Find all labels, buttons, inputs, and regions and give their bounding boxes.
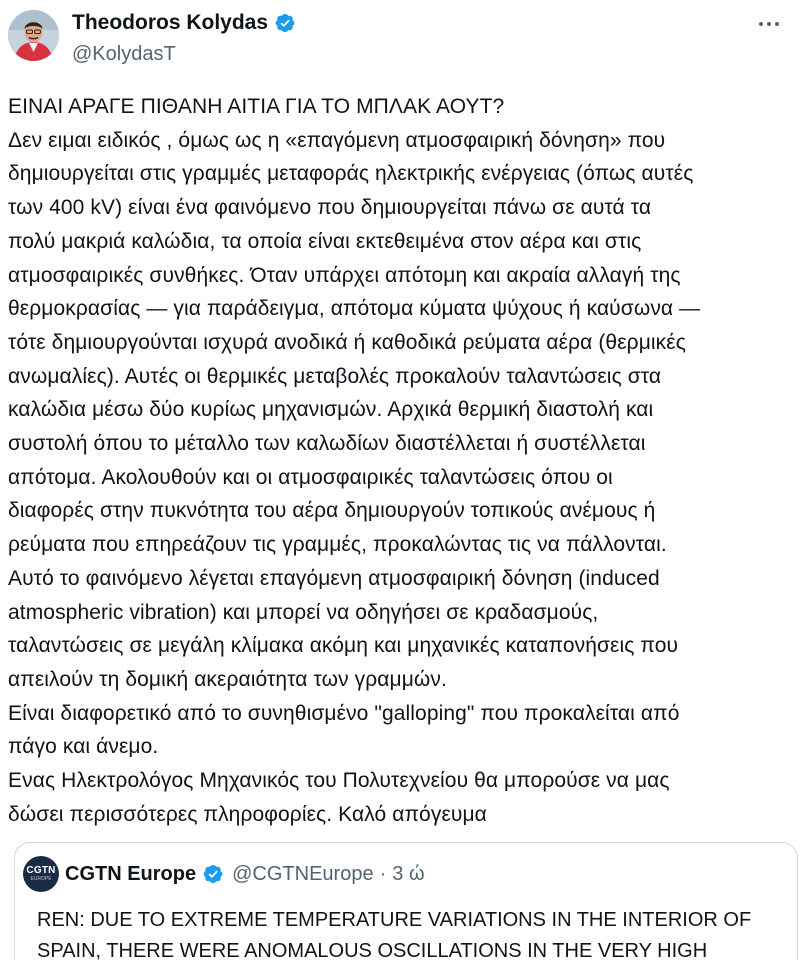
quote-timestamp[interactable]: 3 ώ xyxy=(392,863,425,885)
more-dot-icon xyxy=(759,22,763,26)
quote-author-name[interactable]: CGTN Europe xyxy=(65,863,197,885)
verified-badge-icon xyxy=(202,863,224,885)
tweet-line: ανωμαλίες). Αυτές οι θερμικές μεταβολές προκαλούν ταλαντώσεις στα xyxy=(8,364,662,388)
quote-line: REN: DUE TO EXTREME TEMPERATURE VARIATIONS IN THE INTERIOR OF xyxy=(37,909,752,931)
quoted-tweet-card[interactable] xyxy=(14,842,798,960)
more-dot-icon xyxy=(775,22,779,26)
quote-avatar-logo-sub: EUROPE xyxy=(30,876,52,882)
quote-author-handle[interactable]: @CGTNEurope xyxy=(232,863,374,885)
quote-text xyxy=(37,905,787,960)
author-avatar[interactable] xyxy=(8,10,59,61)
tweet-line: συστολή όπου το μέταλλο των καλωδίων διαστέλλεται ή συστέλλεται xyxy=(8,432,646,456)
tweet-line: Αυτό το φαινόμενο λέγεται επαγόμενη ατμοσφαιρική δόνηση (induced xyxy=(8,566,660,590)
author-name-row[interactable] xyxy=(72,10,296,36)
tweet-line: πολύ μακριά καλώδια, τα οποία είναι εκτεθειμένα στον αέρα και στις xyxy=(8,229,642,253)
tweet-line: δημιουργείται στις γραμμές μεταφοράς ηλεκτρικής ενέργειας (όπως αυτές xyxy=(8,162,694,186)
tweet-line: ΕΙΝΑΙ ΑΡΑΓΕ ΠΙΘΑΝΗ ΑΙΤΙΑ ΓΙΑ ΤΟ ΜΠΛΑΚ ΑΟΥΤ? xyxy=(8,95,505,118)
more-options-button[interactable] xyxy=(756,14,782,34)
tweet-line: θερμοκρασίας — για παράδειγμα, απότομα κύματα ψύχους ή καύσωνα — xyxy=(8,297,701,321)
tweet-line: ταλαντώσεις σε μεγάλη κλίμακα ακόμη και μηχανικές καταπονήσεις που xyxy=(8,634,679,658)
verified-badge-icon xyxy=(274,12,296,34)
author-name[interactable]: Theodoros Kolydas xyxy=(72,11,269,34)
tweet-line: απειλούν τη δομική ακεραιότητα των γραμμών. xyxy=(8,667,447,691)
tweet-line: απότομα. Ακολουθούν και οι ατμοσφαιρικές ταλαντώσεις όπου οι xyxy=(8,465,613,489)
quote-header xyxy=(65,862,425,886)
tweet-line: Δεν ειμαι ειδικός , όμως ως η «επαγόμενη ατμοσφαιρική δόνηση» που xyxy=(8,128,666,152)
tweet-line: διαφορές στην πυκνότητα του αέρα δημιουργούν τοπικούς ανέμους ή xyxy=(8,499,656,523)
tweet-line: atmospheric vibration) και μπορεί να οδηγήσει σε κραδασμούς, xyxy=(8,600,599,624)
author-handle[interactable]: @KolydasT xyxy=(72,43,176,65)
quote-avatar[interactable] xyxy=(23,856,59,892)
tweet-line: Ενας Ηλεκτρολόγος Μηχανικός του Πολυτεχνείου θα μπορούσε να μας xyxy=(8,769,670,793)
quote-avatar-logo: CGTN xyxy=(26,865,56,876)
quote-separator: · xyxy=(379,863,387,885)
quote-line: SPAIN, THERE WERE ANOMALOUS OSCILLATIONS IN THE VERY HIGH xyxy=(37,940,708,960)
tweet-line: δώσει περισσότερες πληροφορίες. Καλό απόγευμα xyxy=(8,802,487,826)
tweet-line: των 400 kV) είναι ένα φαινόμενο που δημιουργείται πάνω σε αυτά τα xyxy=(8,196,652,220)
tweet-text xyxy=(8,90,794,831)
tweet-line: τότε δημιουργούνται ισχυρά ανοδικά ή καθοδικά ρεύματα αέρα (θερμικές xyxy=(8,330,686,354)
tweet-line: ρεύματα που επηρεάζουν τις γραμμές, προκαλώντας τις να πάλλονται. xyxy=(8,533,667,557)
tweet-line: πάγο και άνεμο. xyxy=(8,735,159,759)
tweet-line: καλώδια μέσω δύο κυρίως μηχανισμών. Αρχικά θερμική διαστολή και xyxy=(8,398,654,422)
more-dot-icon xyxy=(767,22,771,26)
tweet-line: Είναι διαφορετικό από το συνηθισμένο "galloping" που προκαλείται από xyxy=(8,701,680,725)
avatar-portrait-image xyxy=(8,10,59,61)
tweet-line: ατμοσφαιρικές συνθήκες. Όταν υπάρχει απότομη και ακραία αλλαγή της xyxy=(8,263,681,287)
